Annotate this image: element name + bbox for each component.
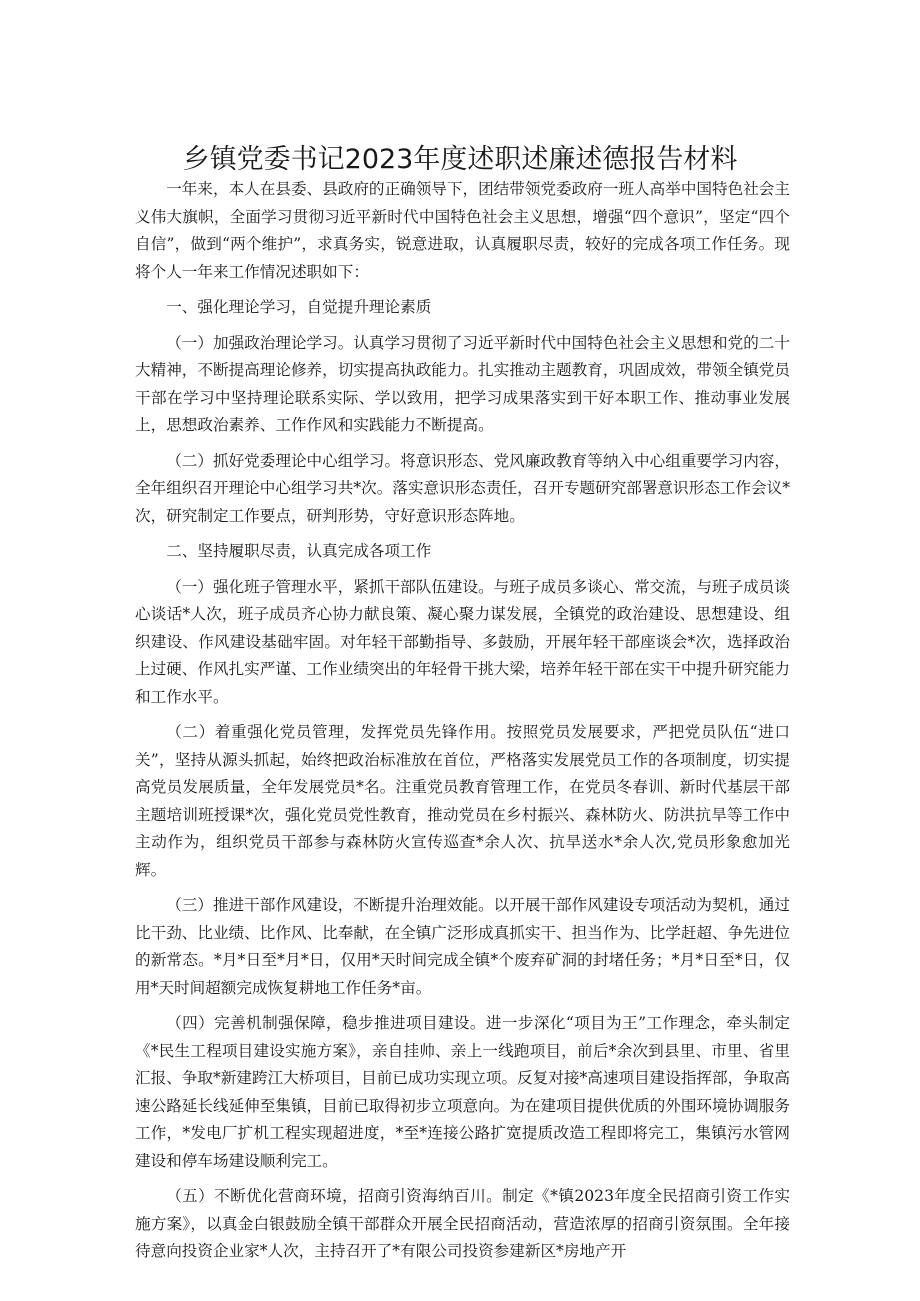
paragraph-1-2: （二）抓好党委理论中心组学习。将意识形态、党风廉政教育等纳入中心组重要学习内容，全年组织召开理论中心组学习共*次。落实意识形态责任，召开专题研究部署意识形态工作会议*次，研究制定工作要点，研判形势，守好意识形态阵地。	[135, 451, 790, 525]
section-heading-2: 二、坚持履职尽责，认真完成各项工作	[166, 542, 432, 560]
paragraph-2-1: （一）强化班子管理水平，紧抓干部队伍建设。与班子成员多谈心、常交流，与班子成员谈心谈话*人次，班子成员齐心协力献良策、凝心聚力谋发展，全镇党的政治建设、思想建设、组织建设、作风建设基础牢固。对年轻干部勤指导、多鼓励，开展年轻干部座谈会*次，选择政治上过硬、作风扎实严谨、工作业绩突出的年轻骨干挑大梁，培养年轻干部在实干中提升研究能力和工作水平。	[135, 577, 790, 706]
section-heading-1: 一、强化理论学习，自觉提升理论素质	[166, 298, 432, 316]
paragraph-2-2: （二）着重强化党员管理，发挥党员先锋作用。按照党员发展要求，严把党员队伍“进口关”，坚持从源头抓起，始终把政治标准放在首位，严格落实发展党员工作的各项制度，切实提高党员发展质量，全年发展党员*名。注重党员教育管理工作，在党员冬春训、新时代基层干部主题培训班授课*次，强化党员党性教育，推动党员在乡村振兴、森林防火、防洪抗旱等工作中主动作为，组织党员干部参与森林防火宣传巡查*余人次、抗旱送水*余人次,党员形象愈加光辉。	[135, 723, 790, 879]
paragraph-2-3: （三）推进干部作风建设，不断提升治理效能。以开展干部作风建设专项活动为契机，通过比干劲、比业绩、比作风、比奉献，在全镇广泛形成真抓实干、担当作为、比学赶超、争先进位的新常态。*月*日至*月*日，仅用*天时间完成全镇*个废弃矿洞的封堵任务；*月*日至*日，仅用*天时间超额完成恢复耕地工作任务*亩。	[135, 896, 790, 997]
paragraph-2-5: （五）不断优化营商环境，招商引资海纳百川。制定《*镇2023年度全民招商引资工作实施方案》，以真金白银鼓励全镇干部群众开展全民招商活动，营造浓厚的招商引资氛围。全年接待意向投资企业家*人次，主持召开了*有限公司投资参建新区*房地产开	[135, 1187, 790, 1260]
paragraph-2-4: （四）完善机制强保障，稳步推进项目建设。进一步深化“项目为王”工作理念，牵头制定《*民生工程项目建设实施方案》，亲自挂帅、亲上一线跑项目，前后*余次到县里、市里、省里汇报、争取*新建跨江大桥项目，目前已成功实现立项。反复对接*高速项目建设指挥部，争取高速公路延长线延伸至集镇，目前已取得初步立项意向。为在建项目提供优质的外围环境协调服务工作，*发电厂扩机工程实现超进度，*至*连接公路扩宽提质改造工程即将完工，集镇污水管网建设和停车场建设顺利完工。	[135, 1014, 790, 1170]
document-body	[135, 176, 790, 1274]
paragraph-1-1: （一）加强政治理论学习。认真学习贯彻了习近平新时代中国特色社会主义思想和党的二十大精神，不断提高理论修养，切实提高执政能力。扎实推动主题教育，巩固成效，带领全镇党员干部在学习中坚持理论联系实际、学以致用，把学习成果落实到干好本职工作、推动事业发展上，思想政治素养、工作作风和实践能力不断提高。	[135, 333, 790, 434]
document-title: 乡镇党委书记2023年度述职述廉述德报告材料	[182, 144, 738, 175]
intro-paragraph: 一年来，本人在县委、县政府的正确领导下，团结带领党委政府一班人高举中国特色社会主义伟大旗帜，全面学习贯彻习近平新时代中国特色社会主义思想，增强“四个意识”，坚定“四个自信”，做到“两个维护”，求真务实，锐意进取，认真履职尽责，较好的完成各项工作任务。现将个人一年来工作情况述职如下：	[135, 180, 790, 281]
